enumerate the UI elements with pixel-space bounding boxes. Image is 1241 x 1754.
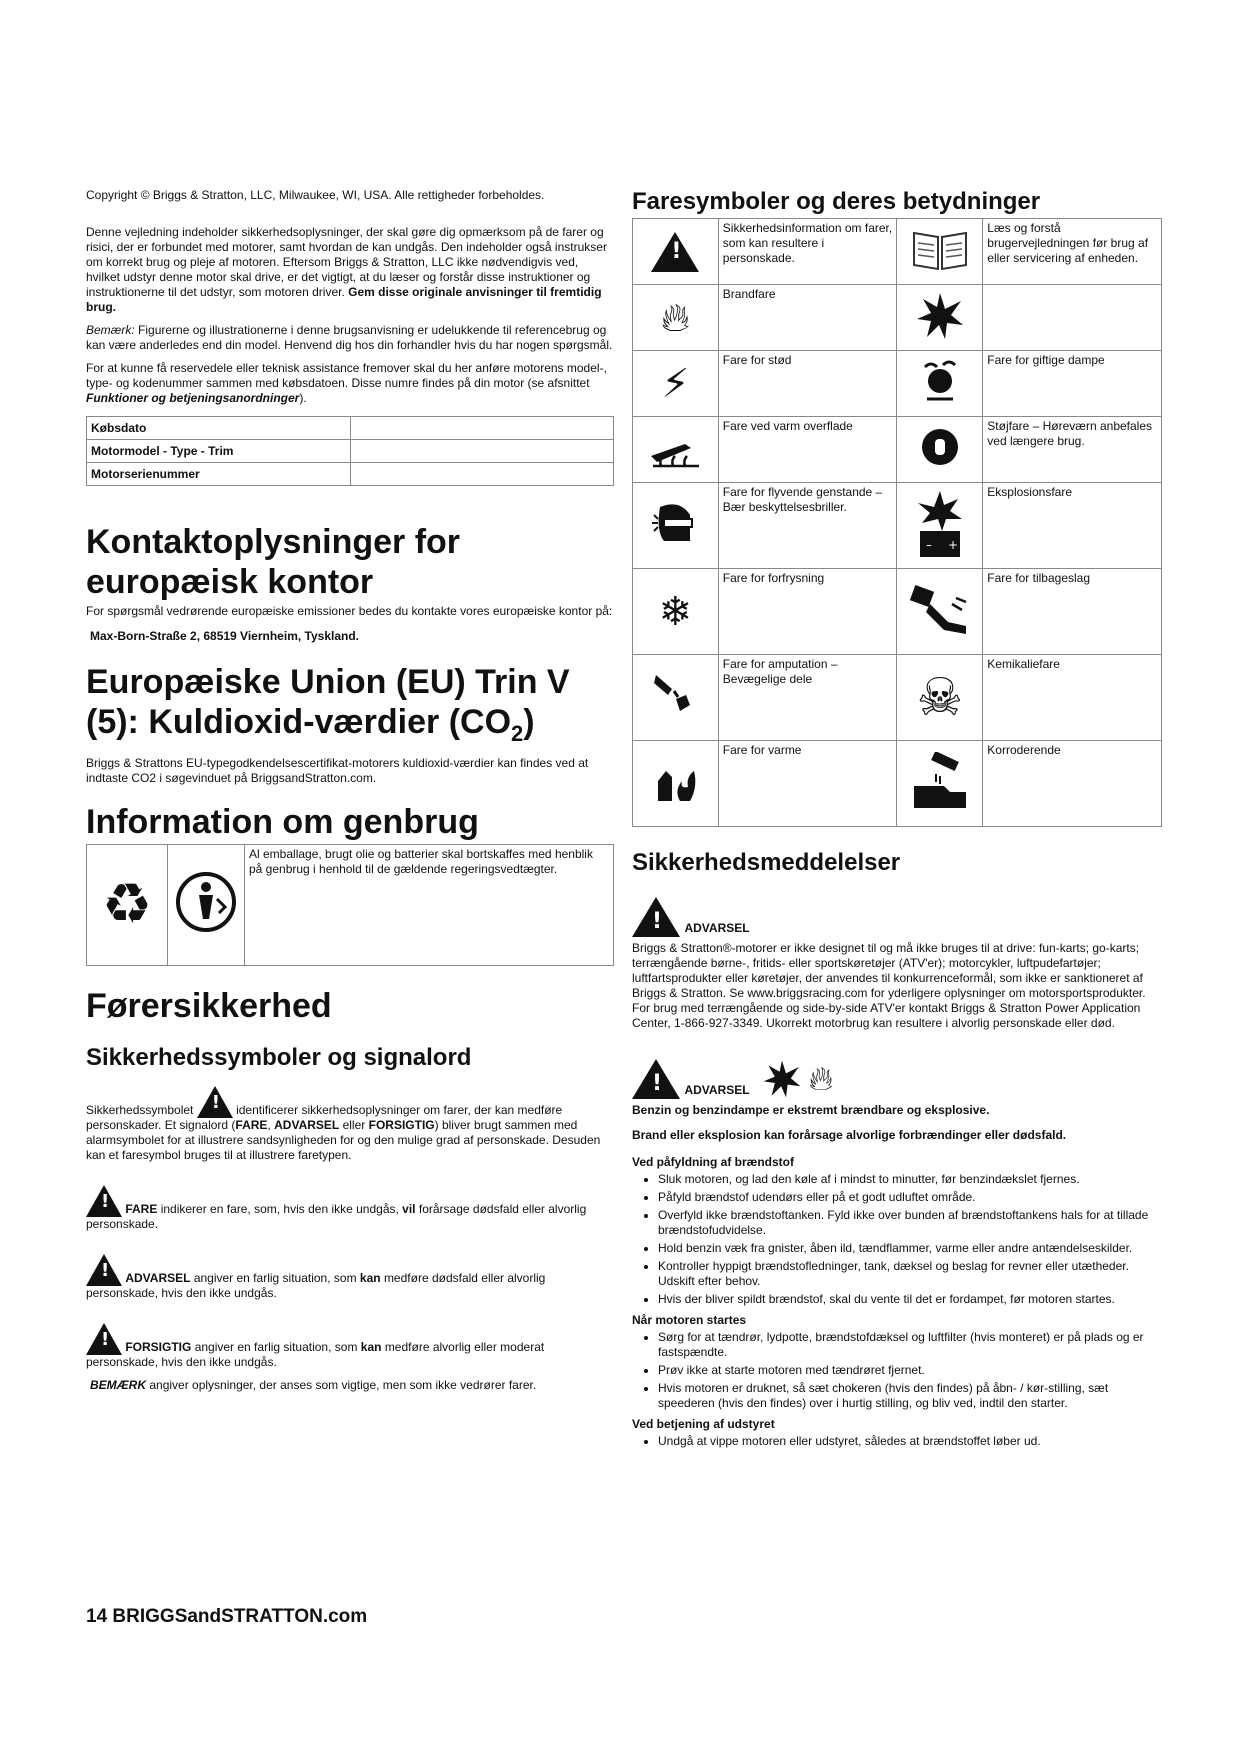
hazard-cell [897, 417, 983, 483]
recycle-icon: ♻ [101, 871, 153, 937]
hazard-text-empty [983, 285, 1162, 351]
table-row [633, 417, 1162, 483]
warning-label: ADVARSEL [684, 921, 750, 935]
amputation-icon [650, 669, 700, 723]
contact-address: Max-Born-Straße 2, 68519 Viernheim, Tyskland. [90, 629, 359, 643]
warning-icon [632, 897, 680, 937]
battery-explosion-icon [912, 489, 968, 559]
signal-word-forsigtig: FORSIGTIG [368, 1117, 435, 1132]
info-table [86, 416, 614, 486]
table-row [633, 483, 1162, 569]
messages-title: Sikkerhedsmeddelelser [632, 849, 901, 876]
disposal-icon-cell [168, 844, 245, 965]
explosion-icon [915, 291, 965, 341]
table-row [633, 569, 1162, 655]
hazard-cell [633, 655, 719, 741]
intro-b: identificerer sikkerhedsoplysninger om farer, der kan medføre personskader. Et signalord ( [86, 1102, 563, 1132]
forsigtig-text-end: medføre alvorlig eller moderat personskade, hvis den ikke undgås. [86, 1339, 545, 1369]
corrosive-icon [910, 752, 970, 812]
note-paragraph [86, 323, 614, 353]
page-footer: 14 BRIGGSandSTRATTON.com [86, 1606, 368, 1627]
advarsel-text: angiver en farlig situation, som [193, 1270, 357, 1285]
note-label: Bemærk: [86, 323, 135, 337]
fuel-heading: Ved påfyldning af brændstof [632, 1155, 795, 1169]
hazard-cell [897, 569, 983, 655]
note-definition [86, 1378, 614, 1393]
recycle-title: Information om genbrug [86, 802, 479, 841]
purchase-date-label: Købsdato [87, 417, 351, 440]
purchase-date-value [351, 417, 614, 440]
operator-title: Førersikkerhed [86, 986, 332, 1025]
warning-label: ADVARSEL [684, 1083, 750, 1097]
section-reference: Funktioner og betjeningsanordninger [86, 391, 300, 405]
table-row [87, 463, 614, 486]
list-item: • Sørg for at tændrør, lydpotte, brændstofdæksel og luftfilter (hvis monteret) er på plads og er fastspændte. [658, 1330, 1162, 1360]
contact-title: Kontaktoplysninger for europæisk kontor [86, 523, 461, 601]
warning-text: Briggs & Stratton®-motorer er ikke designet til og må ikke bruges til at drive: fun-karts; go-karts; terrængående børne-, fritids- eller sportskøretøjer (ATV'er); motorcykler, luftpudefartøjer; luftfartsprodukter eller køretøjer, der anvendes til konkurrenceformål, som ikke er sanktioneret af Briggs & Stratton. Se www.briggsracing.com for yderligere oplysninger om motorsportsprodukter. For brug med terrængående og side-by-side ATV'er kontakt Briggs & Stratton Power Application Center, 1-866-927-3349. Ukorrekt motorbrug kan resultere i alvorlig personskade eller død. [632, 941, 1146, 1030]
model-label: Motormodel - Type - Trim [87, 440, 351, 463]
note-text: Figurerne og illustrationerne i denne brugsanvisning er udelukkende til referencebrug og kan være anderledes end din model. Henvend dig hos din forhandler hvis du har nogen spørgsmål. [86, 323, 613, 352]
list-item: • Påfyld brændstof udendørs eller på et godt udluftet område. [658, 1190, 1162, 1205]
svg-text:+: + [947, 537, 958, 552]
eu-text: Briggs & Strattons EU-typegodkendelsescertifikat-motorers kuldioxid-værdier kan findes ved at indtaste CO2 i søgevinduet på BriggsandStratton.com. [86, 755, 589, 785]
list-item: • Overfyld ikke brændstoftanken. Fyld ikke over bunden af brændstoftankens hals for at tillade brændstofudvidelse. [658, 1208, 1162, 1238]
warning-block-2 [632, 1059, 1162, 1143]
eu-title-text: Europæiske Union (EU) Trin V (5): Kuldioxid-værdier (CO [86, 663, 570, 741]
table-row [633, 655, 1162, 741]
forsigtig-word: FORSIGTIG [125, 1339, 192, 1354]
note-word: BEMÆRK [90, 1377, 146, 1392]
list-item: • Kontroller hyppigt brændstofledninger, tank, dæksel og beslag for revner eller utætheder. Udskift efter behov. [658, 1259, 1162, 1289]
hazard-cell [633, 285, 719, 351]
hazard-text: Kemikaliefare [983, 655, 1162, 741]
recycle-text: Al emballage, brugt olie og batterier skal bortskaffes med henblik på genbrug i henhold til de gældende regeringsvedtægter. [245, 844, 614, 965]
warning-icon [86, 1185, 122, 1217]
fire-icon: 🔥︎ [660, 294, 691, 341]
signal-word-advarsel: ADVARSEL [274, 1117, 340, 1132]
hazard-cell [897, 219, 983, 285]
hazard-cell [897, 483, 983, 569]
forsigtig-bold: kan [360, 1339, 382, 1354]
eu-title [86, 662, 614, 754]
hazard-text: Sikkerhedsinformation om farer, som kan resultere i personskade. [718, 219, 897, 285]
signal-word-fare: FARE [235, 1117, 268, 1132]
advarsel-word: ADVARSEL [125, 1270, 191, 1285]
list-item: • Hvis motoren er druknet, så sæt chokeren (hvis den findes) på åbn- / kør-stilling, sæt speederen (hvis den findes) over i hurtig stilling, og bliv ved, indtil den starter. [658, 1381, 1162, 1411]
serial-value [351, 463, 614, 486]
hazard-text: Eksplosionsfare [983, 483, 1162, 569]
frost-icon: ❄ [658, 588, 693, 635]
manual-icon [910, 227, 970, 273]
table-row [87, 440, 614, 463]
list-item: • Undgå at vippe motoren eller udstyret, således at brændstoffet løber ud. [658, 1434, 1162, 1449]
advarsel-text-end: medføre dødsfald eller alvorlig personskade, hvis den ikke undgås. [86, 1270, 546, 1300]
intro-c: ) bliver brugt sammen med alarmsymbolet for at illustrere sandsynligheden for og den mulige grad af personskade. Desuden kan et faresymbol bruges til at illustrere faretypen. [86, 1117, 601, 1162]
hazard-cell [897, 655, 983, 741]
fumes-icon [917, 357, 963, 407]
serial-label: Motorserienummer [87, 463, 351, 486]
parts-paragraph [86, 361, 614, 406]
table-row [633, 219, 1162, 285]
hazard-text: Fare for varme [718, 741, 897, 827]
explosion-icon [760, 1059, 804, 1099]
forsigtig-definition [86, 1323, 614, 1370]
right-column [632, 188, 1162, 1455]
hazard-cell [897, 351, 983, 417]
table-row [87, 417, 614, 440]
warning-block-1 [632, 897, 1162, 1031]
disposal-icon [173, 869, 239, 935]
hazard-cell [897, 285, 983, 351]
warning-icon [86, 1323, 122, 1355]
separator: , [267, 1117, 271, 1132]
intro-bold: Gem disse originale anvisninger til fremtidig brug. [86, 285, 602, 314]
table-row [633, 285, 1162, 351]
fuel-list [632, 1172, 1162, 1307]
hazard-cell [633, 741, 719, 827]
kickback-icon [908, 582, 972, 638]
warning-line: Brand eller eksplosion kan forårsage alvorlige forbrændinger eller dødsfald. [632, 1128, 1067, 1142]
list-item: • Sluk motoren, og lad den køle af i mindst to minutter, før benzindækslet fjernes. [658, 1172, 1162, 1187]
hazard-text: Fare for stød [718, 351, 897, 417]
hot-surface-icon [647, 426, 703, 470]
hazard-text: Brandfare [718, 285, 897, 351]
operate-list [632, 1434, 1162, 1449]
skull-icon: ☠ [916, 667, 964, 728]
recycle-icon-cell [87, 844, 168, 965]
hazards-title: Faresymboler og deres betydninger [632, 188, 1041, 215]
hazard-text: Fare for tilbageslag [983, 569, 1162, 655]
forsigtig-text: angiver en farlig situation, som [194, 1339, 358, 1354]
hazard-cell [633, 417, 719, 483]
table-row [633, 351, 1162, 417]
hazard-cell [633, 219, 719, 285]
warning-icon [86, 1254, 122, 1286]
separator: eller [342, 1117, 366, 1132]
hazard-cell [633, 569, 719, 655]
fare-text: indikerer en fare, som, hvis den ikke undgås, [160, 1201, 399, 1216]
copyright: Copyright © Briggs & Stratton, LLC, Milwaukee, WI, USA. Alle rettigheder forbeholdes. [86, 188, 545, 202]
fire-icon: 🔥︎ [808, 1059, 834, 1099]
start-list [632, 1330, 1162, 1411]
list-item: • Prøv ikke at starte motoren med tændrøret fjernet. [658, 1363, 1162, 1378]
warning-icon [632, 1059, 680, 1099]
eye-protection-icon [650, 501, 700, 547]
recycle-table [86, 844, 614, 966]
eu-title-subscript: 2 [511, 720, 524, 746]
fare-definition [86, 1185, 614, 1232]
warning-icon [651, 232, 699, 272]
advarsel-bold: kan [359, 1270, 381, 1285]
eu-title-end: ) [523, 703, 535, 741]
hazard-text: Støjfare – Høreværn anbefales ved længere brug. [983, 417, 1162, 483]
note-def-text: angiver oplysninger, der anses som vigtige, men som ikke vedrører farer. [149, 1377, 537, 1392]
hearing-icon [917, 423, 963, 473]
operate-heading: Ved betjening af udstyret [632, 1417, 775, 1431]
list-item: • Hvis der bliver spildt brændstof, skal du vente til det er fordampet, før motoren startes. [658, 1292, 1162, 1307]
hazard-cell [633, 351, 719, 417]
warning-line: Benzin og benzindampe er ekstremt brændbare og eksplosive. [632, 1103, 990, 1117]
parts-text: For at kunne få reservedele eller teknisk assistance fremover skal du her anføre motorens model-, type- og kodenummer sammen med købsdatoen. Disse numre findes på din motor (se afsnittet [86, 361, 607, 390]
hazard-symbol-table [632, 218, 1162, 827]
hazard-text: Fare ved varm overflade [718, 417, 897, 483]
advarsel-definition [86, 1254, 614, 1301]
parts-text-end: ). [299, 391, 307, 405]
table-row [633, 741, 1162, 827]
hazard-text: Fare for giftige dampe [983, 351, 1162, 417]
left-column [86, 188, 614, 1393]
fare-word: FARE [125, 1201, 158, 1216]
intro-a: Sikkerhedssymbolet [86, 1102, 194, 1117]
shock-icon: ⚡ [661, 360, 690, 407]
intro-text: Denne vejledning indeholder sikkerhedsoplysninger, der skal gøre dig opmærksom på de farer og risici, der er forbundet med motorer, samt hvordan de kan undgås. Den indeholder også instrukser om korrekt brug og pleje af motoren. Eftersom Briggs & Stratton, LLC ikke nødvendigvis ved, hvilket udstyr denne motor skal drive, er det vigtigt, at du læser og forstår disse instruktioner og instruktionerne til det udstyr, som motoren driver. [86, 225, 607, 299]
hazard-cell [897, 741, 983, 827]
hazard-text: Læs og forstå brugervejledningen før brug af eller servicering af enheden. [983, 219, 1162, 285]
hazard-text: Fare for amputation – Bevægelige dele [718, 655, 897, 741]
svg-text:–: – [925, 537, 932, 552]
contact-text: For spørgsmål vedrørende europæiske emissioner bedes du kontakte vores europæiske kontor på: [86, 604, 613, 618]
heat-icon [650, 757, 700, 807]
hazard-cell [633, 483, 719, 569]
hazard-text: Korroderende [983, 741, 1162, 827]
intro-paragraph [86, 225, 614, 315]
operator-subtitle: Sikkerhedssymboler og signalord [86, 1043, 472, 1071]
hazard-text: Fare for forfrysning [718, 569, 897, 655]
fare-text-end: forårsage dødsfald eller alvorlig personskade. [86, 1201, 587, 1231]
model-value [351, 440, 614, 463]
list-item: • Hold benzin væk fra gnister, åben ild, tændflammer, varme eller andre antændelseskilder. [658, 1241, 1162, 1256]
hazard-text: Fare for flyvende genstande – Bær beskyttelsesbriller. [718, 483, 897, 569]
warning-icon [197, 1086, 233, 1118]
symbol-intro [86, 1086, 614, 1163]
start-heading: Når motoren startes [632, 1313, 747, 1327]
fare-bold: vil [402, 1201, 416, 1216]
